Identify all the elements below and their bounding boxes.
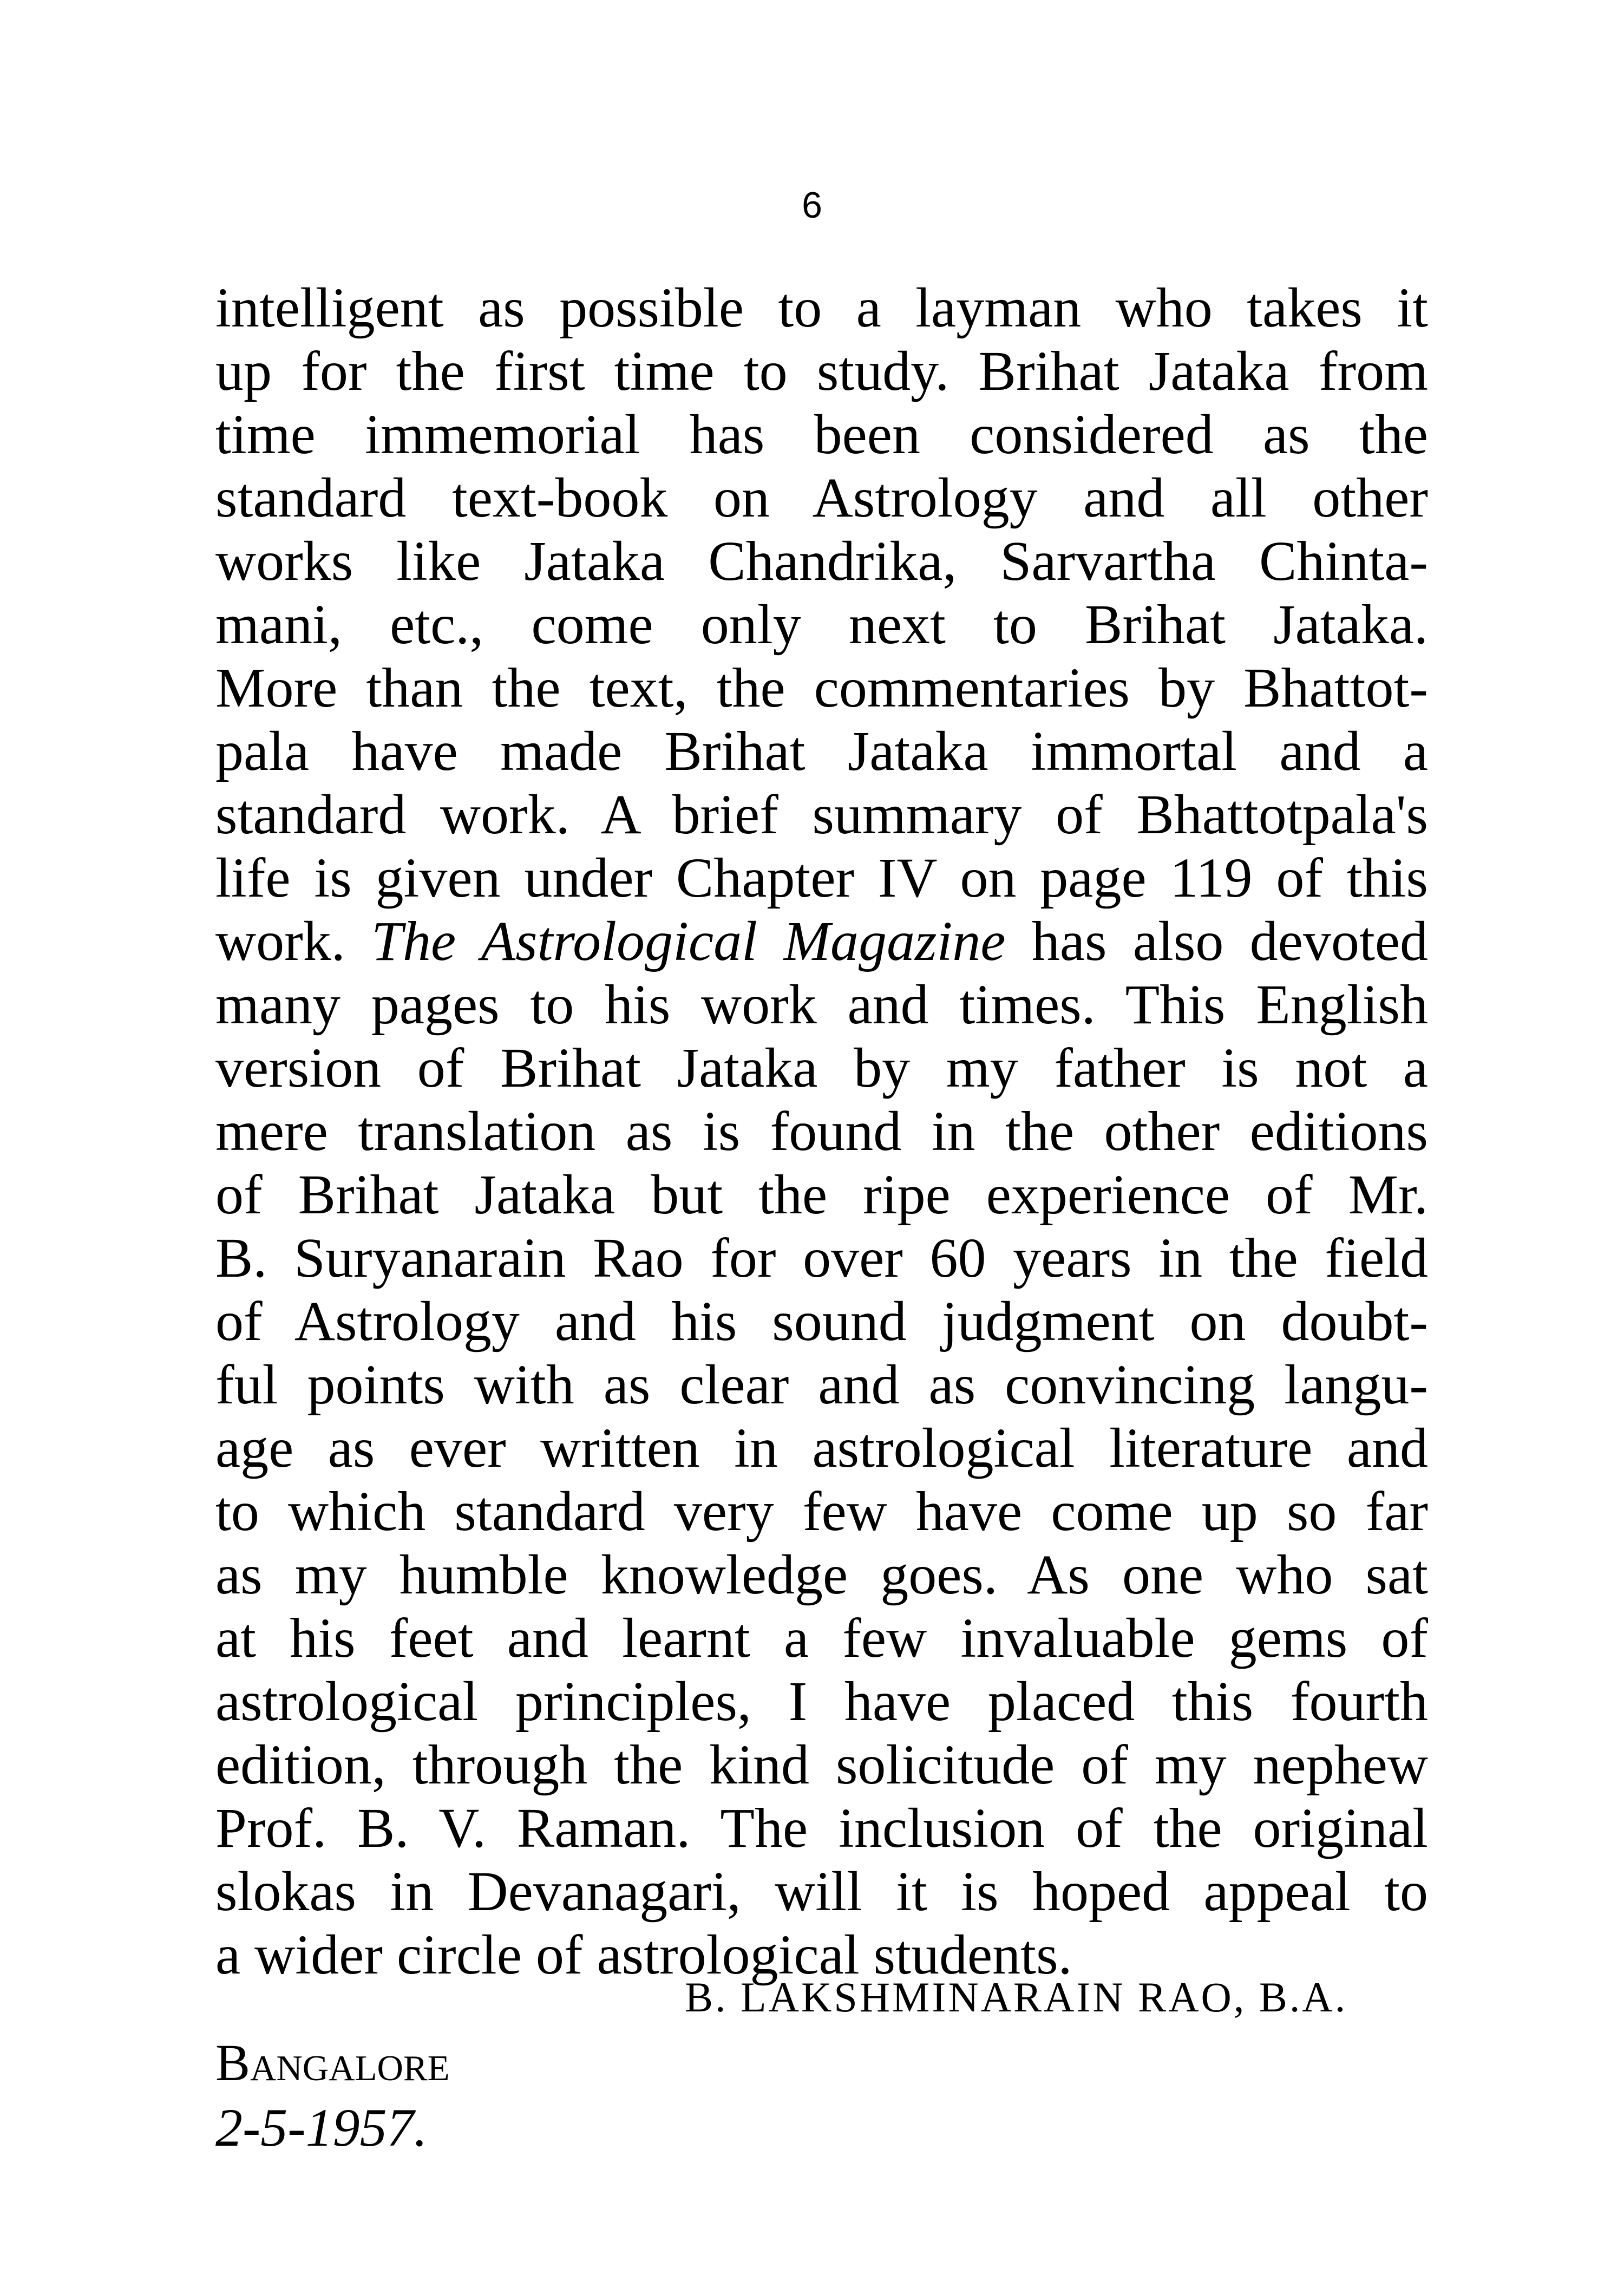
body-paragraph xyxy=(215,276,1428,1987)
text-line: mere translation as is found in the other editions xyxy=(215,1100,1428,1162)
text-fragment: has also devoted xyxy=(1031,910,1429,972)
magazine-title: The Astrological Magazine xyxy=(371,910,1006,972)
text-line: to which standard very few have come up so far xyxy=(215,1480,1428,1543)
text-line: life is given under Chapter IV on page 119 of this xyxy=(215,847,1428,909)
text-line: many pages to his work and times. This English xyxy=(215,973,1428,1036)
text-line: B. Suryanarain Rao for over 60 years in the field xyxy=(215,1227,1428,1289)
text-line: standard text-book on Astrology and all other xyxy=(215,467,1428,529)
text-fragment: work. xyxy=(215,910,345,972)
page-number: 6 xyxy=(802,185,822,226)
text-line: slokas in Devanagari, will it is hoped appeal to xyxy=(215,1860,1428,1923)
text-line: time immemorial has been considered as the xyxy=(215,403,1428,466)
author-signature: B. LAKSHMINARAIN RAO, B.A. xyxy=(685,1974,1348,2021)
text-line: Prof. B. V. Raman. The inclusion of the original xyxy=(215,1797,1428,1859)
text-line: of Brihat Jataka but the ripe experience of Mr. xyxy=(215,1164,1428,1226)
text-line: More than the text, the commentaries by Bhattot- xyxy=(215,657,1428,719)
text-line: up for the first time to study. Brihat Jataka from xyxy=(215,340,1428,402)
signature-place: Bangalore xyxy=(215,2034,450,2092)
text-line xyxy=(215,910,1428,973)
text-line: mani, etc., come only next to Brihat Jataka. xyxy=(215,593,1428,656)
text-line: as my humble knowledge goes. As one who sat xyxy=(215,1544,1428,1606)
text-line: of Astrology and his sound judgment on doubt- xyxy=(215,1290,1428,1352)
text-line: age as ever written in astrological literature and xyxy=(215,1417,1428,1479)
text-line: at his feet and learnt a few invaluable gems of xyxy=(215,1607,1428,1669)
text-line: works like Jataka Chandrika, Sarvartha Chinta- xyxy=(215,530,1428,592)
text-line: pala have made Brihat Jataka immortal and a xyxy=(215,720,1428,782)
text-line: astrological principles, I have placed this fourth xyxy=(215,1670,1428,1733)
text-line: standard work. A brief summary of Bhattotpala's xyxy=(215,783,1428,846)
text-line: a wider circle of astrological students. xyxy=(215,1924,1072,1986)
text-line: ful points with as clear and as convincing langu- xyxy=(215,1354,1428,1416)
signature-date: 2-5-1957. xyxy=(215,2097,428,2158)
text-line: edition, through the kind solicitude of my nephew xyxy=(215,1734,1428,1796)
text-line: version of Brihat Jataka by my father is not a xyxy=(215,1037,1428,1099)
text-line: intelligent as possible to a layman who takes it xyxy=(215,277,1428,339)
